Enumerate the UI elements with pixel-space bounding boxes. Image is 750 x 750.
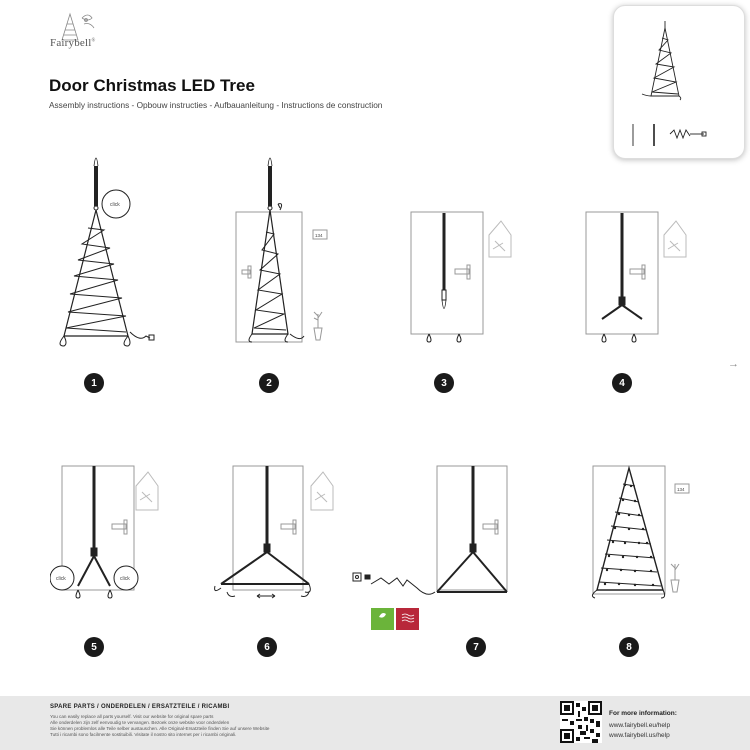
eco-badge-green bbox=[371, 608, 394, 630]
step-6-illustration bbox=[205, 460, 335, 610]
step-2-illustration bbox=[230, 148, 340, 353]
spare-parts-text-it: Tutti i ricambi sono facilmente sostituibili. Visitate il nostro sito internet per i ricambi originali. bbox=[50, 732, 237, 737]
next-page-arrow-icon[interactable]: → bbox=[728, 358, 739, 370]
step-7-badge: 7 bbox=[466, 637, 486, 657]
spare-parts-text-en: You can easily replace all parts yourself. Visit our website for original spare parts bbox=[50, 714, 214, 719]
step-3-badge: 3 bbox=[434, 373, 454, 393]
waves-icon bbox=[396, 608, 419, 630]
leaf-icon bbox=[371, 608, 394, 630]
spare-parts-text-nl: Alle onderdelen zijn zelf eenvoudig te vervangen. Bezoek onze website voor onderdelen bbox=[50, 720, 230, 725]
help-link-us[interactable]: www.fairybell.us/help bbox=[609, 732, 670, 739]
step-4-illustration bbox=[580, 205, 700, 350]
step-6-badge: 6 bbox=[257, 637, 277, 657]
spare-parts-heading: SPARE PARTS / ONDERDELEN / ERSATZTEILE / RICAMBI bbox=[50, 704, 230, 710]
click-label-left: click bbox=[56, 576, 66, 582]
tree-preview-illustration bbox=[614, 6, 744, 158]
step-4-badge: 4 bbox=[612, 373, 632, 393]
help-link-eu[interactable]: www.fairybell.eu/help bbox=[609, 722, 671, 729]
click-label-right: click bbox=[120, 576, 130, 582]
step-8-illustration bbox=[585, 460, 705, 610]
door-number-label: 134 bbox=[315, 233, 323, 238]
step-5-badge: 5 bbox=[84, 637, 104, 657]
eco-badge-red bbox=[396, 608, 419, 630]
step-2-badge: 2 bbox=[259, 373, 279, 393]
page-subtitle: Assembly instructions - Opbouw instructies - Aufbauanleitung - Instructions de construction bbox=[49, 100, 383, 110]
brand-name: Fairybell® bbox=[50, 37, 96, 49]
qr-code-icon[interactable] bbox=[560, 701, 602, 743]
door-number-label: 134 bbox=[677, 487, 685, 492]
step-1-badge: 1 bbox=[84, 373, 104, 393]
step-8-badge: 8 bbox=[619, 637, 639, 657]
click-label: click bbox=[110, 202, 120, 208]
product-preview-card bbox=[613, 5, 745, 159]
step-7-illustration bbox=[345, 460, 525, 610]
page-title: Door Christmas LED Tree bbox=[49, 76, 255, 95]
more-info-heading: For more information: bbox=[609, 710, 677, 717]
step-5-illustration bbox=[50, 460, 170, 610]
spare-parts-text-de: Sie können problemlos alle Teile selber austauschen. Alle Original-Ersatzteile finden Sie auf unsere Website bbox=[50, 726, 270, 731]
brand-logo bbox=[48, 10, 104, 58]
step-3-illustration bbox=[405, 205, 515, 350]
step-1-illustration bbox=[50, 148, 160, 353]
spare-parts-footer bbox=[0, 696, 750, 750]
